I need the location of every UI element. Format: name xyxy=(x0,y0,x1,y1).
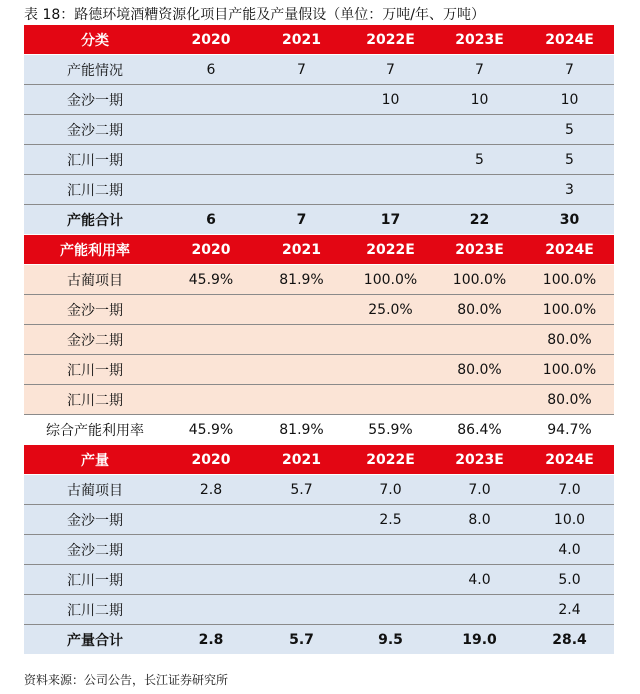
table-cell: 3 xyxy=(565,181,574,198)
table-cell: 30 xyxy=(559,211,580,228)
row-label: 金沙一期 xyxy=(67,512,123,529)
table-cell: 5.7 xyxy=(289,631,314,648)
total-row xyxy=(24,205,614,235)
table-cell: 5 xyxy=(475,151,484,168)
table-row xyxy=(24,295,614,325)
table-cell: 6 xyxy=(206,211,216,228)
header-cell: 2020 xyxy=(191,31,231,48)
table-cell: 17 xyxy=(380,211,401,228)
table-cell: 7 xyxy=(296,211,307,228)
table-header-row xyxy=(24,445,614,475)
header-cell: 2022E xyxy=(366,31,415,48)
row-label: 金沙二期 xyxy=(67,332,123,349)
table-cell: 100.0% xyxy=(363,271,418,288)
table-row xyxy=(24,325,614,355)
row-label: 汇川二期 xyxy=(67,182,123,199)
table-cell: 81.9% xyxy=(279,271,324,288)
table-cell: 2.8 xyxy=(199,481,223,498)
table-cell: 7 xyxy=(565,61,574,78)
header-cell: 2024E xyxy=(545,31,594,48)
table-cell: 6 xyxy=(206,61,216,78)
row-label: 金沙一期 xyxy=(67,92,123,109)
header-cell: 2022E xyxy=(366,451,415,468)
table-cell: 9.5 xyxy=(378,631,403,648)
header-cell: 产量 xyxy=(81,452,109,469)
header-cell: 2021 xyxy=(282,451,321,468)
table-cell: 100.0% xyxy=(542,271,597,288)
table-cell: 10.0 xyxy=(553,511,586,528)
row-label: 汇川二期 xyxy=(67,602,123,619)
table-cell: 5 xyxy=(565,151,574,168)
table-row xyxy=(24,595,614,625)
row-label: 金沙二期 xyxy=(67,542,123,559)
row-label: 产量合计 xyxy=(67,632,123,649)
row-label: 产能情况 xyxy=(67,62,123,79)
header-cell: 2021 xyxy=(282,31,321,48)
table-cell: 2.4 xyxy=(558,601,581,618)
table-cell: 5.7 xyxy=(290,481,313,498)
table-cell: 7 xyxy=(475,61,484,78)
table-cell: 80.0% xyxy=(457,301,502,318)
header-cell: 2020 xyxy=(191,451,231,468)
table-cell: 8.0 xyxy=(468,511,491,528)
row-label: 汇川二期 xyxy=(67,392,123,409)
header-cell: 2022E xyxy=(366,241,415,258)
table-cell: 28.4 xyxy=(552,631,587,648)
table-header-row xyxy=(24,235,614,265)
row-label: 古蔺项目 xyxy=(67,272,123,289)
table-row xyxy=(24,535,614,565)
table-cell: 7 xyxy=(297,61,306,78)
table-cell: 2.5 xyxy=(379,511,402,528)
table-cell: 100.0% xyxy=(452,271,507,288)
row-label: 汇川一期 xyxy=(67,572,123,589)
table-cell: 80.0% xyxy=(547,391,592,408)
table-cell: 7.0 xyxy=(468,481,491,498)
header-cell: 2024E xyxy=(545,241,594,258)
table-cell: 10 xyxy=(560,91,579,108)
table-cell: 25.0% xyxy=(368,301,413,318)
table-row xyxy=(24,265,614,295)
table-cell: 45.9% xyxy=(188,421,234,438)
table-title: 表 18：路德环境酒糟资源化项目产能及产量假设（单位：万吨/年、万吨） xyxy=(24,7,485,23)
table-row xyxy=(24,505,614,535)
row-label: 金沙一期 xyxy=(67,302,123,319)
table-row xyxy=(24,355,614,385)
table-row xyxy=(24,565,614,595)
row-label: 金沙二期 xyxy=(67,122,123,139)
table-row xyxy=(24,85,614,115)
table-row xyxy=(24,475,614,505)
header-cell: 分类 xyxy=(81,32,109,49)
table-cell: 7.0 xyxy=(558,481,581,498)
table-cell: 7.0 xyxy=(379,481,402,498)
table-row xyxy=(24,145,614,175)
row-label: 古蔺项目 xyxy=(67,482,123,499)
table-cell: 100.0% xyxy=(542,301,597,318)
header-cell: 2020 xyxy=(191,241,231,258)
table-row xyxy=(24,115,614,145)
header-cell: 2023E xyxy=(455,241,504,258)
table-row xyxy=(24,175,614,205)
row-label: 汇川一期 xyxy=(67,152,123,169)
total-row xyxy=(24,625,614,655)
table-cell: 45.9% xyxy=(188,271,234,288)
header-cell: 产能利用率 xyxy=(60,242,130,259)
source-note: 资料来源：公司公告，长江证券研究所 xyxy=(24,673,229,687)
header-cell: 2023E xyxy=(455,451,504,468)
table-cell: 80.0% xyxy=(457,361,502,378)
header-cell: 2024E xyxy=(545,451,594,468)
table-cell: 86.4% xyxy=(457,421,502,438)
table-cell: 4.0 xyxy=(558,541,581,558)
table-cell: 7 xyxy=(386,61,395,78)
row-label: 产能合计 xyxy=(67,212,123,229)
total-row xyxy=(24,415,614,445)
table-header-row xyxy=(24,25,614,55)
table-cell: 5.0 xyxy=(558,571,581,588)
row-label: 汇川一期 xyxy=(67,362,123,379)
table-cell: 100.0% xyxy=(542,361,597,378)
table-row xyxy=(24,385,614,415)
table-cell: 4.0 xyxy=(468,571,491,588)
table-cell: 22 xyxy=(469,211,490,228)
table-cell: 5 xyxy=(565,121,574,138)
table-cell: 19.0 xyxy=(462,631,497,648)
table-cell: 81.9% xyxy=(279,421,324,438)
table-cell: 80.0% xyxy=(547,331,592,348)
header-cell: 2023E xyxy=(455,31,504,48)
table-cell: 55.9% xyxy=(368,421,413,438)
table-row xyxy=(24,55,614,85)
row-label: 综合产能利用率 xyxy=(46,422,144,439)
table-cell: 2.8 xyxy=(198,631,224,648)
table-cell: 10 xyxy=(381,91,400,108)
table-cell: 94.7% xyxy=(547,421,592,438)
capacity-table xyxy=(24,25,614,655)
table-cell: 10 xyxy=(470,91,489,108)
header-cell: 2021 xyxy=(282,241,321,258)
